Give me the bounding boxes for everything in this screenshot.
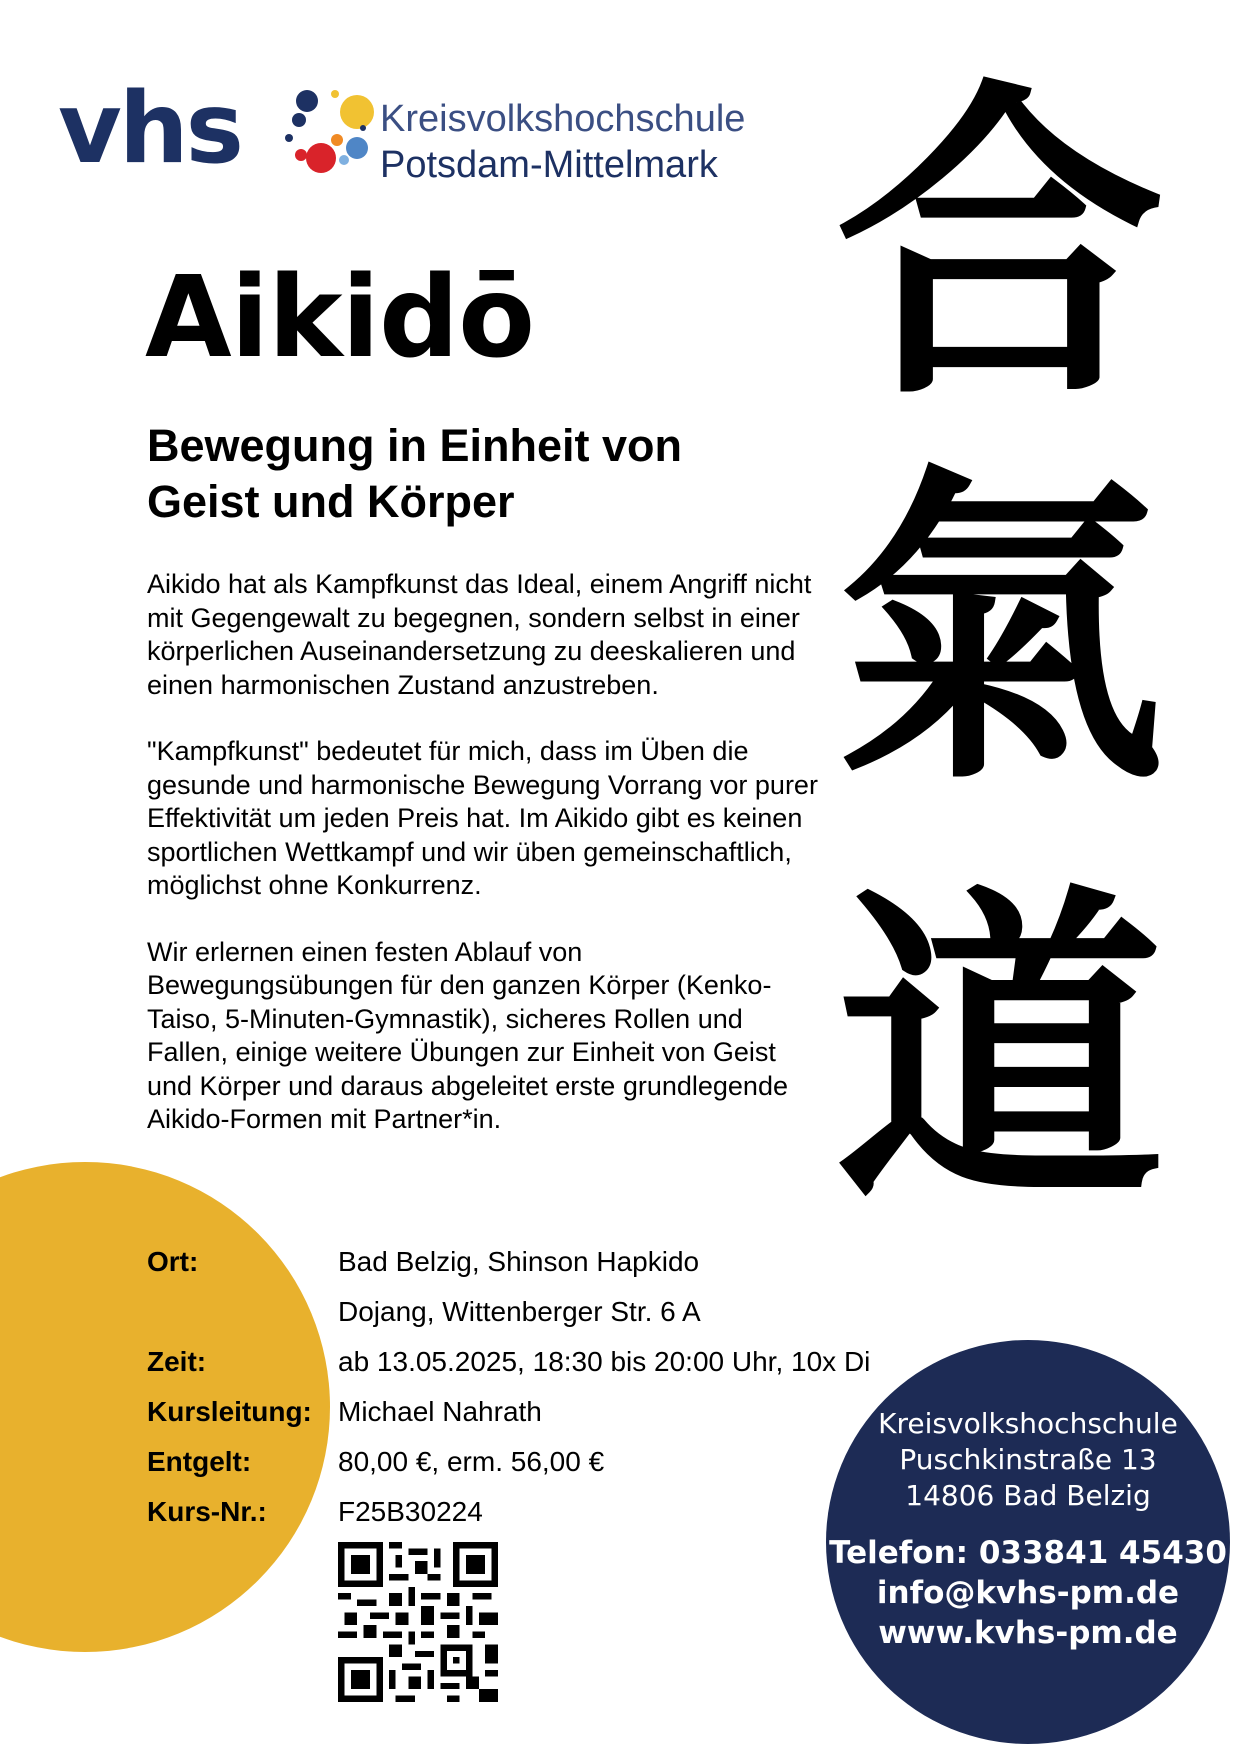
contact-address (826, 1406, 1230, 1514)
page-title: Aikidō (145, 253, 535, 383)
kursleitung-value: Michael Nahrath (338, 1396, 542, 1427)
logo-line-2: Potsdam-Mittelmark (380, 144, 718, 186)
ort-value-1: Bad Belzig, Shinson Hapkido (338, 1246, 700, 1277)
contact-phone[interactable]: Telefon: 033841 45430 (829, 1535, 1227, 1571)
logo-text (380, 96, 745, 188)
vhs-wordmark: vhs (58, 72, 241, 186)
kursnr-value: F25B30224 (338, 1496, 483, 1527)
zeit-label: Zeit: (147, 1346, 207, 1377)
ort-value-2: Dojang, Wittenberger Str. 6 A (338, 1296, 701, 1327)
kursleitung-label: Kursleitung: (147, 1396, 312, 1427)
vhs-logo (58, 72, 778, 208)
paragraph-1: Aikido hat als Kampfkunst das Ideal, einem Angriff nicht mit Gegengewalt zu begegnen, sondern selbst in einer körperlichen Auseinandersetzung zu deeskalieren und einen harmonischen Zustand anzustreben. (147, 569, 812, 700)
description (147, 568, 827, 1170)
subtitle-line-1: Bewegung in Einheit von (147, 420, 683, 471)
contact-city: 14806 Bad Belzig (905, 1479, 1151, 1512)
entgelt-label: Entgelt: (147, 1446, 252, 1477)
contact-circle (826, 1340, 1230, 1744)
kanji-ki: 氣 (835, 436, 1165, 824)
contact-name: Kreisvolkshochschule (878, 1407, 1178, 1440)
qr-code-icon[interactable] (338, 1542, 498, 1702)
kanji-ai: 合 (835, 51, 1165, 439)
paragraph-2: "Kampfkunst" bedeutet für mich, dass im Üben die gesunde und harmonische Bewegung Vorrang vor purer Effektivität um jeden Preis hat. Im Aikido gibt es keinen sportlichen Wettkampf und wir üben gemeinschaftlich, möglichst ohne Konkurrenz. (147, 736, 818, 900)
ort-label: Ort: (147, 1246, 199, 1277)
subtitle (147, 418, 787, 530)
logo-line-1: Kreisvolkshochschule (380, 98, 746, 140)
kursnr-label: Kurs-Nr.: (147, 1496, 267, 1527)
contact-street: Puschkinstraße 13 (899, 1443, 1157, 1476)
contact-email[interactable]: info@kvhs-pm.de (876, 1575, 1180, 1611)
kanji-do: 道 (835, 856, 1165, 1244)
aikido-calligraphy (820, 51, 1180, 1270)
zeit-value: ab 13.05.2025, 18:30 bis 20:00 Uhr, 10x Di (338, 1346, 871, 1377)
info-row-zeit (147, 1346, 947, 1386)
paragraph-3: Wir erlernen einen festen Ablauf von Bewegungsübungen für den ganzen Körper (Kenko-Taiso, 5-Minuten-Gymnastik), sicheres Rollen und Fallen, einige weitere Übungen zur Einheit von Geist und Körper und daraus abgeleitet erste grundlegende Aikido-Formen mit Partner*in. (147, 936, 788, 1134)
entgelt-value: 80,00 €, erm. 56,00 € (338, 1446, 605, 1477)
info-row-ort-2 (147, 1296, 947, 1336)
info-row-ort (147, 1246, 947, 1286)
subtitle-line-2: Geist und Körper (147, 476, 515, 527)
contact-website[interactable]: www.kvhs-pm.de (878, 1615, 1178, 1651)
contact-details (826, 1533, 1230, 1653)
